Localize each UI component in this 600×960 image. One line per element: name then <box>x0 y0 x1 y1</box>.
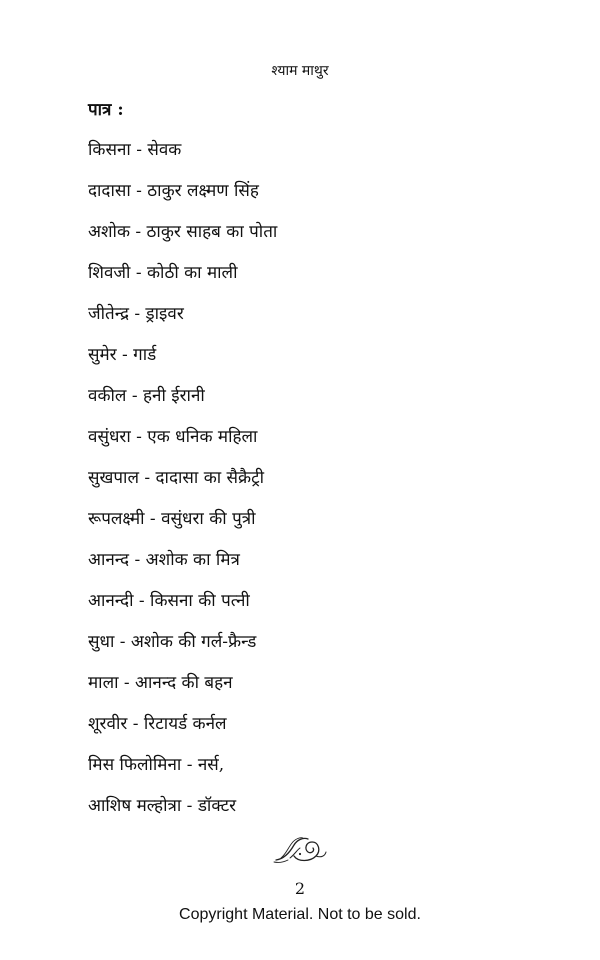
cast-item: सुमेर - गार्ड <box>88 345 157 365</box>
cast-item: शूरवीर - रिटायर्ड कर्नल <box>88 714 227 734</box>
cast-item: आनन्दी - किसना की पत्नी <box>88 591 250 611</box>
cast-item: आनन्द - अशोक का मित्र <box>88 550 240 570</box>
page-number: 2 <box>294 879 306 898</box>
running-header: श्याम माथुर <box>271 63 329 79</box>
cast-item: सुधा - अशोक की गर्ल-फ्रैन्ड <box>88 632 257 652</box>
cast-list <box>88 138 277 835</box>
cast-item: आशिष मल्होत्रा - डॉक्टर <box>88 796 237 816</box>
cast-item: शिवजी - कोठी का माली <box>88 263 238 283</box>
cast-item: सुखपाल - दादासा का सैक्रैट्री <box>88 468 265 488</box>
cast-item: माला - आनन्द की बहन <box>88 673 233 693</box>
section-heading: पात्र : <box>88 100 124 120</box>
cast-item: दादासा - ठाकुर लक्ष्मण सिंह <box>88 181 259 201</box>
copyright-notice: Copyright Material. Not to be sold. <box>179 906 421 923</box>
cast-item: अशोक - ठाकुर साहब का पोता <box>88 222 278 242</box>
cast-item: किसना - सेवक <box>88 140 182 160</box>
cast-item: वसुंधरा - एक धनिक महिला <box>88 427 258 447</box>
cast-item: मिस फिलोमिना - नर्स, <box>88 755 225 775</box>
cast-item: जीतेन्द्र - ड्राइवर <box>88 304 184 324</box>
flourish-ornament-icon <box>270 832 330 866</box>
cast-item: वकील - हनी ईरानी <box>88 386 205 406</box>
cast-item: रूपलक्ष्मी - वसुंधरा की पुत्री <box>88 509 256 529</box>
